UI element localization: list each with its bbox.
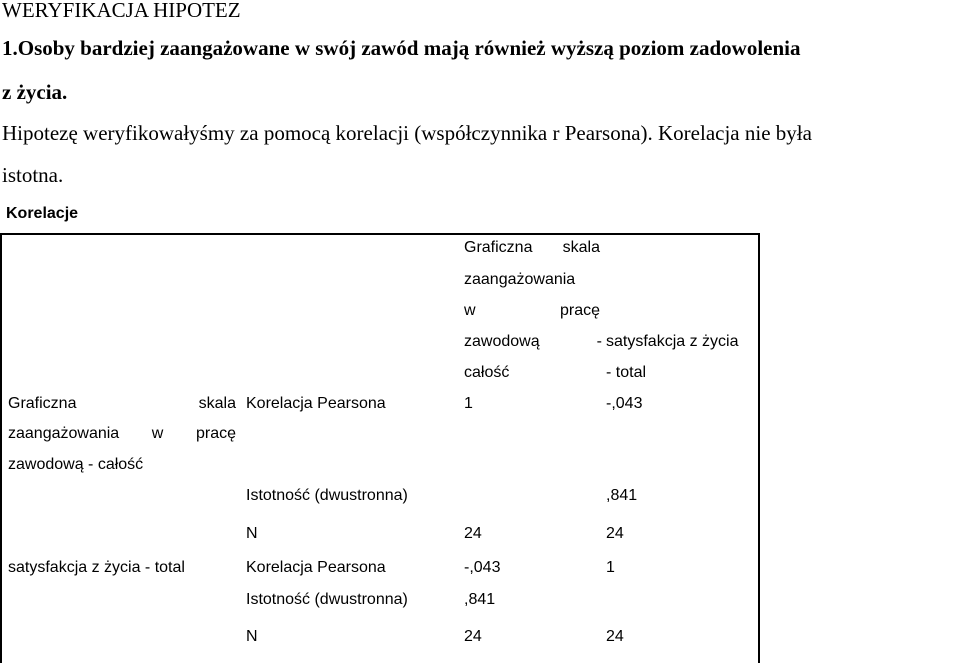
row1-stat-value-col1: 24 (464, 525, 482, 542)
paragraph-line-1: Hipotezę weryfikowałyśmy za pomocą korelacji (współczynnika r Pearsona). Korelacja nie była (2, 121, 812, 145)
row1-stat-name: Korelacja Pearsona (246, 395, 386, 412)
document-heading: WERYFIKACJA HIPOTEZ (2, 0, 241, 22)
header-col1-line-5: całość (464, 364, 510, 381)
hypothesis-line-2: z życia. (2, 80, 68, 104)
row2-stat-value-col2: 1 (606, 559, 615, 576)
header-col1-line-1: Graficzna skala (464, 239, 600, 256)
row1-stat-name: Istotność (dwustronna) (246, 487, 408, 504)
row1-stat-value-col2: -,043 (606, 395, 643, 412)
table-top-border (0, 233, 760, 235)
row1-stat-value-col2: ,841 (606, 487, 638, 504)
header-col1-line-2: zaangażowania (464, 271, 576, 288)
table-right-border (758, 233, 760, 663)
header-col2-line-2: - total (606, 364, 647, 381)
row2-stat-value-col1: ,841 (464, 591, 496, 608)
row2-label-line-1: satysfakcja z życia - total (8, 559, 185, 576)
header-col1-line-3: w pracę (464, 302, 600, 319)
paragraph-line-2: istotna. (2, 163, 64, 187)
row2-stat-name: Korelacja Pearsona (246, 559, 386, 576)
row1-label-line-1: Graficzna skala (8, 395, 236, 412)
row1-stat-value-col1: 1 (464, 395, 473, 412)
header-col1-line-4: zawodową - (464, 333, 602, 350)
hypothesis-line-1: 1.Osoby bardziej zaangażowane w swój zawód mają również wyższą poziom zadowolenia (2, 36, 801, 60)
row2-stat-value-col1: -,043 (464, 559, 501, 576)
row2-stat-name: N (246, 628, 258, 645)
row2-stat-name: Istotność (dwustronna) (246, 591, 408, 608)
table-caption: Korelacje (6, 205, 79, 222)
row1-label-line-3: zawodową - całość (8, 456, 144, 473)
row1-label-line-2: zaangażowania w pracę (8, 425, 236, 442)
table-left-border (0, 233, 2, 663)
row2-stat-value-col2: 24 (606, 628, 624, 645)
row1-stat-value-col2: 24 (606, 525, 624, 542)
header-col2-line-1: satysfakcja z życia (606, 333, 739, 350)
row1-stat-name: N (246, 525, 258, 542)
row2-stat-value-col1: 24 (464, 628, 482, 645)
